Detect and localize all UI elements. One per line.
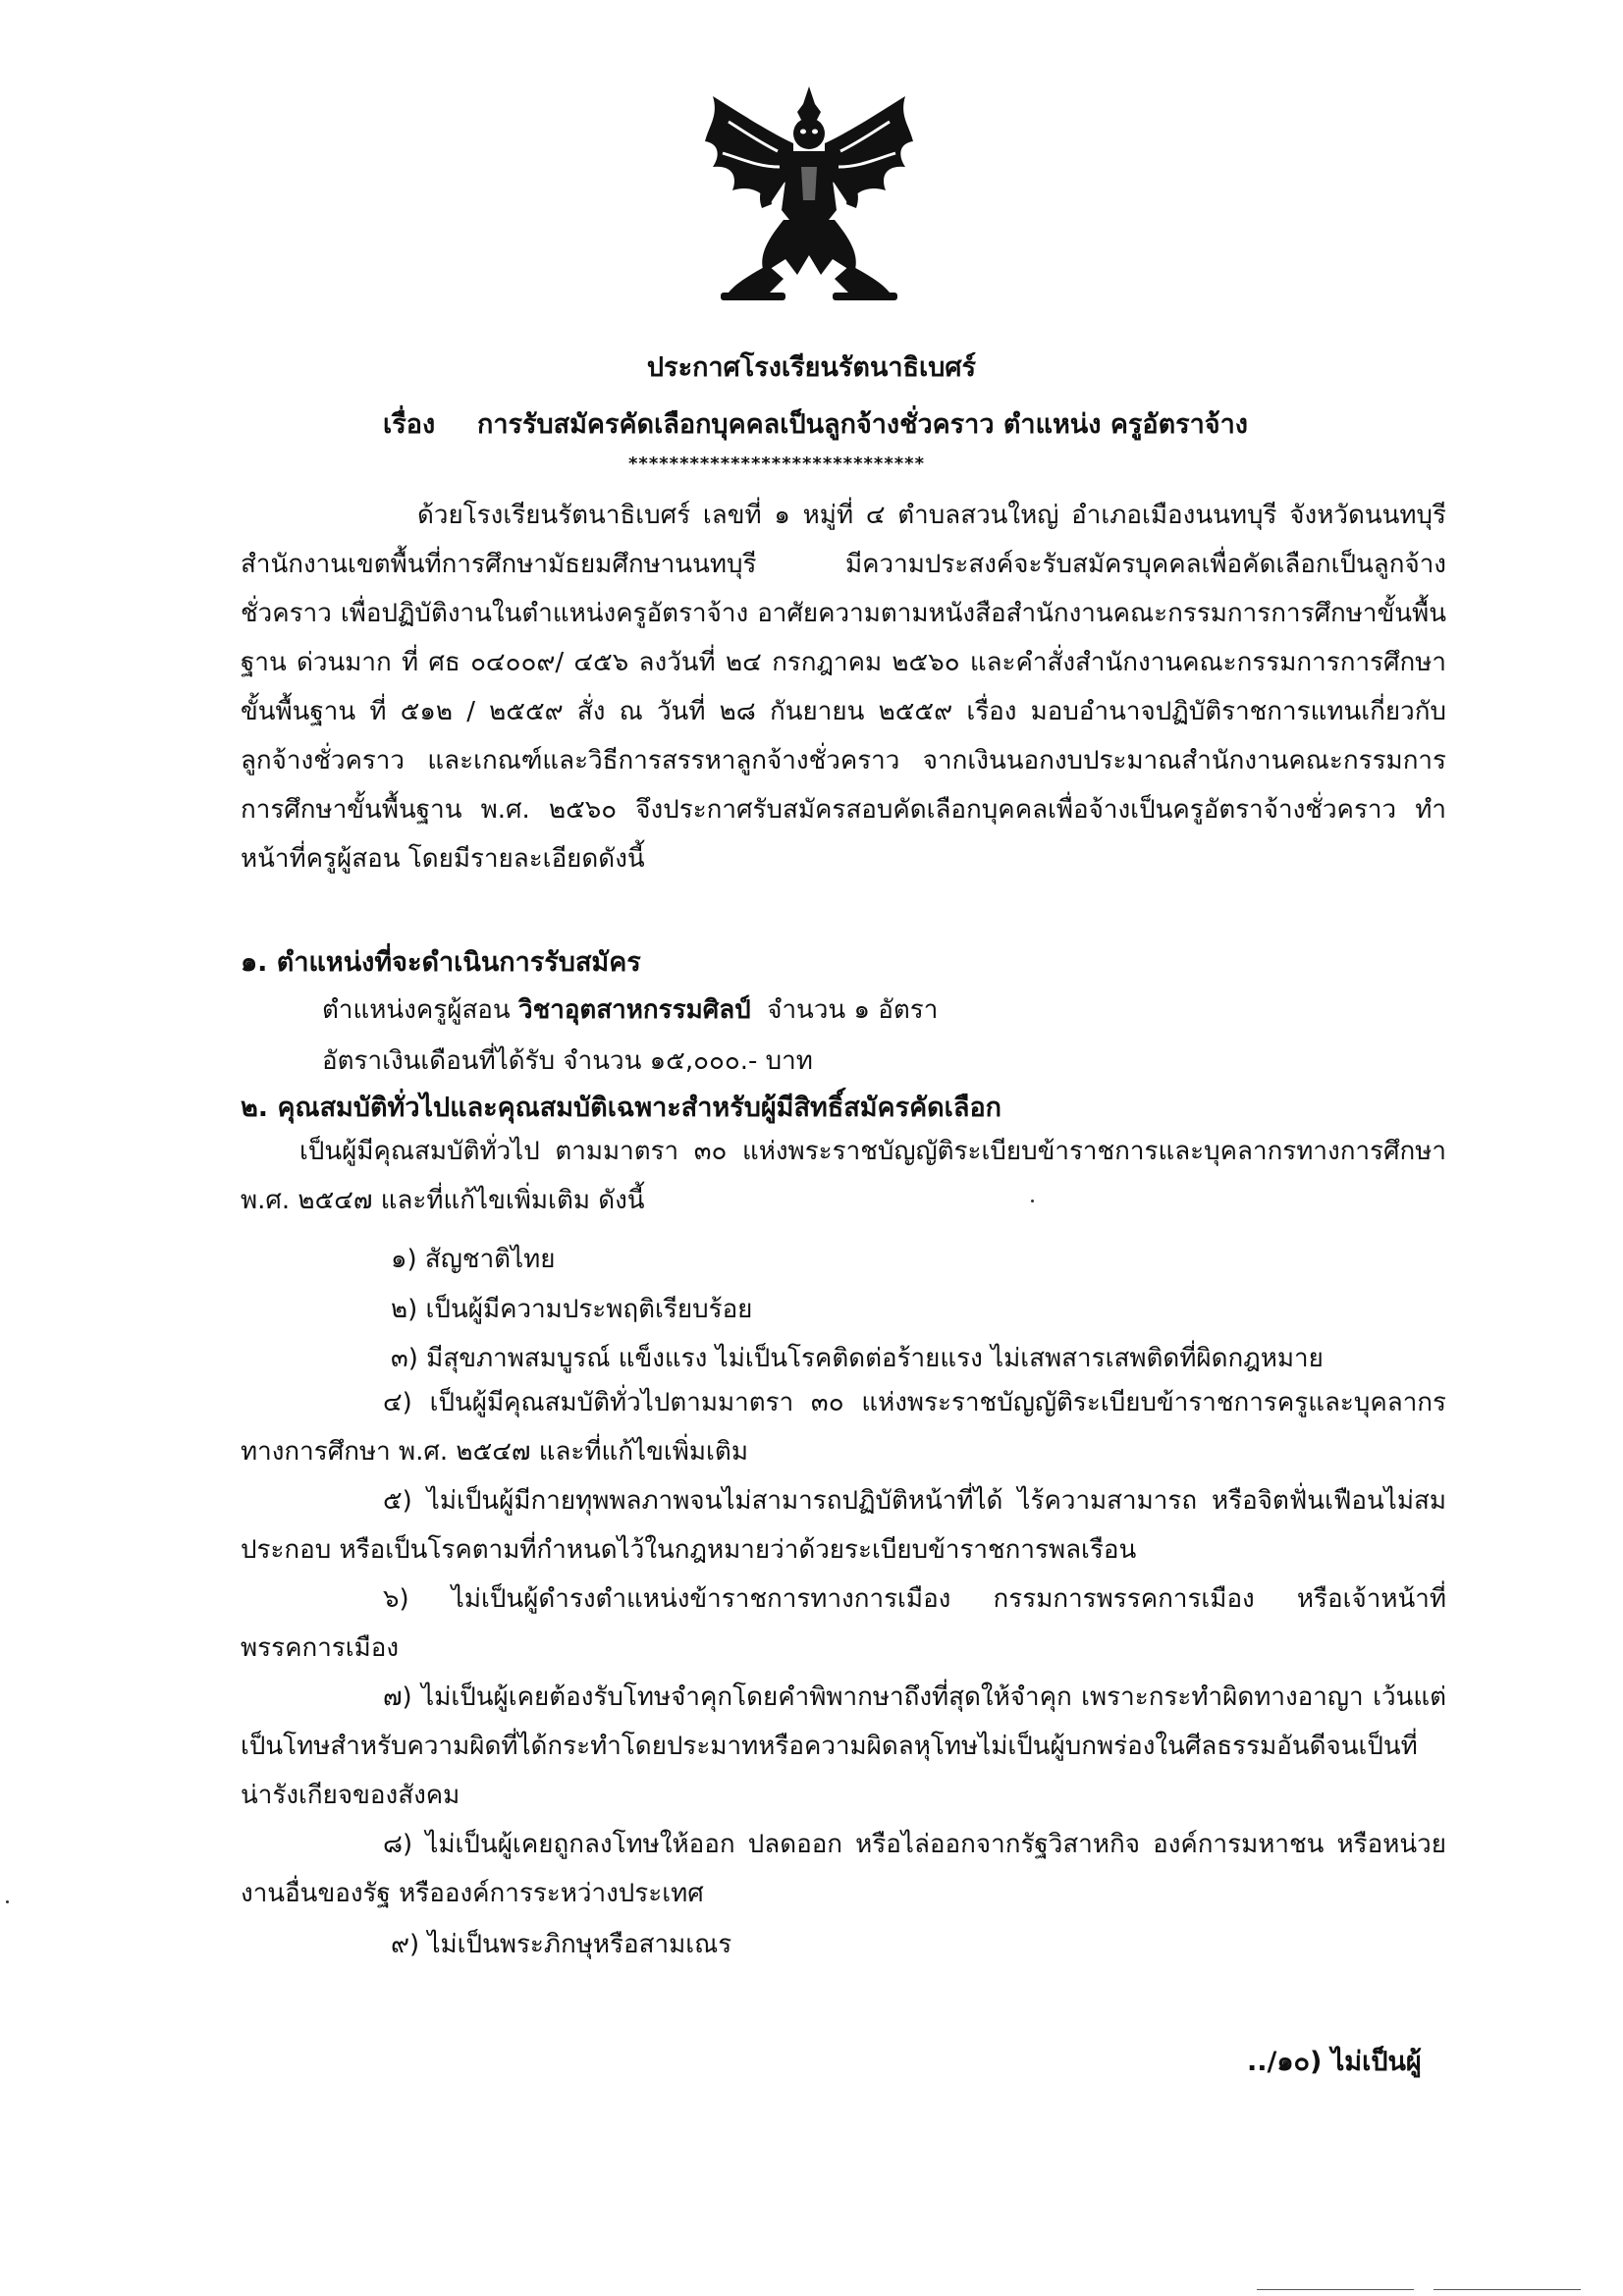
scan-speck	[6, 1900, 9, 1903]
intro-paragraph	[241, 491, 1446, 883]
header-divider: *****************************	[628, 454, 925, 474]
section2-lead-text: เป็นผู้มีคุณสมบัติทั่วไป ตามมาตรา ๓๐ แห่งพระราชบัญญัติระเบียบข้าราชการและบุคลากรทางการศึกษา พ.ศ. ๒๕๔๗ และที่แก้ไขเพิ่มเติม ดังนี้	[241, 1137, 1446, 1215]
scan-speck	[1031, 1200, 1034, 1202]
salary-line: อัตราเงินเดือนที่ได้รับ จำนวน ๑๕,๐๐๐.- บาท	[322, 1046, 813, 1076]
section2-lead	[241, 1127, 1446, 1225]
qualification-item-6-text: ๖) ไม่เป็นผู้ดำรงตำแหน่งข้าราชการทางการเมือง กรรมการพรรคการเมือง หรือเจ้าหน้าที่พรรคการเมือง	[241, 1584, 1446, 1663]
qualification-item-3: ๓) มีสุขภาพสมบูรณ์ แข็งแรง ไม่เป็นโรคติดต่อร้ายแรง ไม่เสพสารเสพติดที่ผิดกฎหมาย	[391, 1344, 1324, 1373]
qualification-item-2: ๒) เป็นผู้มีความประพฤติเรียบร้อย	[391, 1295, 753, 1324]
position-line	[322, 989, 938, 1030]
announcement-subject	[383, 402, 1248, 445]
qualification-item-5-text: ๕) ไม่เป็นผู้มีกายทุพพลภาพจนไม่สามารถปฏิบัติหน้าที่ได้ ไร้ความสามารถ หรือจิตฟั่นเฟือนไม่สมประกอบ หรือเป็นโรคตามที่กำหนดไว้ในกฎหมายว่าด้วยระเบียบข้าราชการพลเรือน	[241, 1486, 1446, 1565]
section2-heading: ๒. คุณสมบัติทั่วไปและคุณสมบัติเฉพาะสำหรับผู้มีสิทธิ์สมัครคัดเลือก	[241, 1093, 1002, 1123]
scan-edge-line	[1434, 2289, 1581, 2290]
qualification-item-7-text: ๗) ไม่เป็นผู้เคยต้องรับโทษจำคุกโดยคำพิพากษาถึงที่สุดให้จำคุก เพราะกระทำผิดทางอาญา เว้นแต่เป็นโทษสำหรับความผิดที่ได้กระทำโดยประมาทหรือความผิดลหุโทษไม่เป็นผู้บกพร่องในศีลธรรมอันดีจนเป็นที่น่ารังเกียจของสังคม	[241, 1682, 1446, 1810]
qualification-item-8-text: ๘) ไม่เป็นผู้เคยถูกลงโทษให้ออก ปลดออก หรือไล่ออกจากรัฐวิสาหกิจ องค์การมหาชน หรือหน่วยงานอื่นของรัฐ หรือองค์การระหว่างประเทศ	[241, 1830, 1446, 1908]
position-prefix: ตำแหน่งครูผู้สอน	[322, 995, 511, 1025]
position-count: จำนวน ๑ อัตรา	[767, 995, 939, 1025]
qualification-item-8	[241, 1820, 1446, 1918]
announcement-title: ประกาศโรงเรียนรัตนาธิเบศร์	[646, 352, 977, 383]
subject-text: การรับสมัครคัดเลือกบุคคลเป็นลูกจ้างชั่วคราว ตำแหน่ง ครูอัตราจ้าง	[477, 409, 1248, 440]
subject-label: เรื่อง	[383, 409, 436, 440]
qualification-item-4	[241, 1378, 1446, 1476]
continuation-marker: ../๑๐) ไม่เป็นผู้	[1247, 2047, 1422, 2077]
scan-edge-line	[1257, 2289, 1414, 2290]
qualification-item-7	[241, 1673, 1446, 1820]
qualification-item-9: ๙) ไม่เป็นพระภิกษุหรือสามเณร	[391, 1930, 732, 1959]
qualification-item-4-text: ๔) เป็นผู้มีคุณสมบัติทั่วไปตามมาตรา ๓๐ แห่งพระราชบัญญัติระเบียบข้าราชการครูและบุคลากรทางการศึกษา พ.ศ. ๒๕๔๗ และที่แก้ไขเพิ่มเติม	[241, 1388, 1446, 1467]
garuda-emblem	[699, 82, 919, 310]
position-subject: วิชาอุตสาหกรรมศิลป์	[517, 995, 751, 1025]
section1-heading: ๑. ตำแหน่งที่จะดำเนินการรับสมัคร	[241, 947, 641, 978]
qualification-item-5	[241, 1476, 1446, 1575]
qualification-item-1: ๑) สัญชาติไทย	[391, 1245, 556, 1274]
qualification-item-6	[241, 1575, 1446, 1673]
intro-text: ด้วยโรงเรียนรัตนาธิเบศร์ เลขที่ ๑ หมู่ที่ ๔ ตำบลสวนใหญ่ อำเภอเมืองนนทบุรี จังหวัดนนทบุรี สำนักงานเขตพื้นที่การศึกษามัธยมศึกษานนทบุรี มีความประสงค์จะรับสมัครบุคคลเพื่อคัดเลือกเป็นลูกจ้างชั่วคราว เพื่อปฏิบัติงานในตำแหน่งครูอัตราจ้าง อาศัยความตามหนังสือสำนักงานคณะกรรมการการศึกษาขั้นพื้นฐาน ด่วนมาก ที่ ศธ ๐๔๐๐๙/ ๔๕๖ ลงวันที่ ๒๔ กรกฎาคม ๒๕๖๐ และคำสั่งสำนักงานคณะกรรมการการศึกษาขั้นพื้นฐาน ที่ ๕๑๒ / ๒๕๕๙ สั่ง ณ วันที่ ๒๘ กันยายน ๒๕๕๙ เรื่อง มอบอำนาจปฏิบัติราชการแทนเกี่ยวกับลูกจ้างชั่วคราว และเกณฑ์และวิธีการสรรหาลูกจ้างชั่วคราว จากเงินนอกงบประมาณสำนักงานคณะกรรมการการศึกษาขั้นพื้นฐาน พ.ศ. ๒๕๖๐ จึงประกาศรับสมัครสอบคัดเลือกบุคคลเพื่อจ้างเป็นครูอัตราจ้างชั่วคราว ทำหน้าที่ครูผู้สอน โดยมีรายละเอียดดังนี้	[241, 501, 1446, 874]
